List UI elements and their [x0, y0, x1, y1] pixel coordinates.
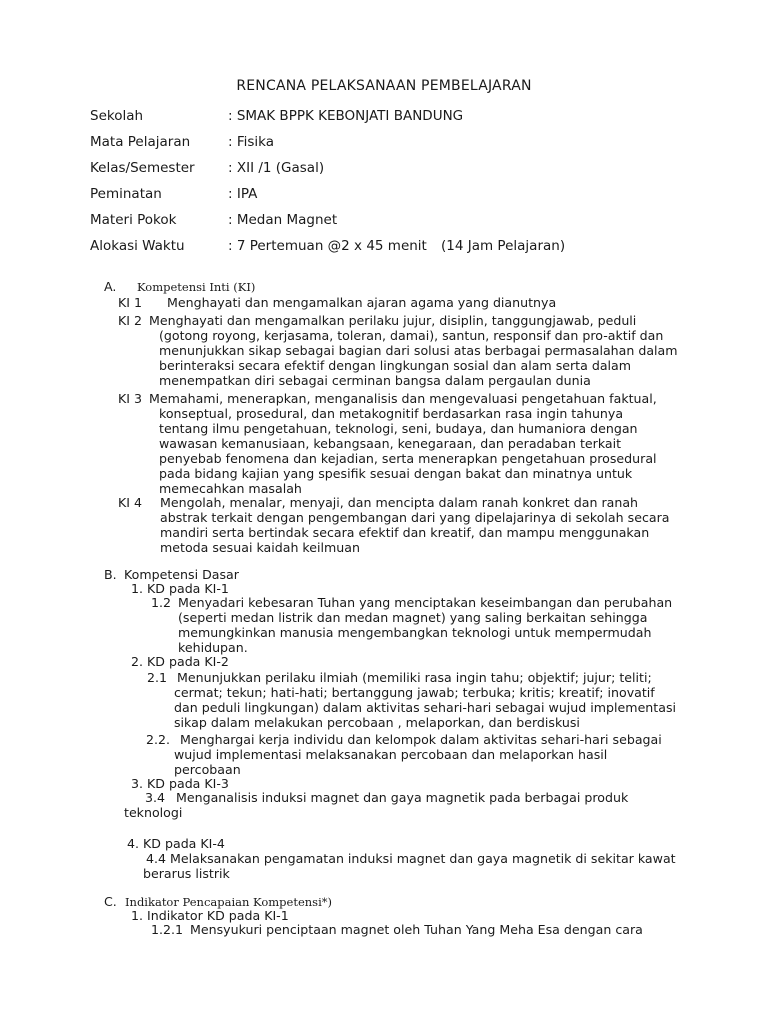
ki3-line: pada bidang kajian yang spesifik sesuai dengan bakat dan minatnya untuk	[159, 466, 633, 481]
kd3-line: teknologi	[124, 805, 183, 820]
ki4-line: mandiri serta bertindak secara efektif dan kreatif, dan mampu menggunakan	[160, 525, 650, 540]
ki3-line: memecahkan masalah	[159, 481, 302, 496]
info-value-materi-pokok: : Medan Magnet	[228, 212, 338, 228]
kd4-code: 4.4	[146, 851, 167, 866]
ki2-line: menunjukkan sikap sebagai bagian dari solusi atas berbagai permasalahan dalam	[159, 343, 678, 358]
ki1-line: Menghayati dan mengamalkan ajaran agama yang dianutnya	[167, 295, 557, 310]
ki1-code: KI 1	[118, 295, 142, 310]
info-label-sekolah: Sekolah	[90, 108, 144, 124]
kd4-line: Melaksanakan pengamatan induksi magnet dan gaya magnetik di sekitar kawat	[170, 851, 676, 866]
kd2-2-line: wujud implementasi melaksanakan percobaan dan melaporkan hasil	[174, 747, 608, 762]
ki3-line: Memahami, menerapkan, menganalisis dan mengevaluasi pengetahuan faktual,	[149, 391, 657, 406]
kd1-line: Menyadari kebesaran Tuhan yang menciptakan keseimbangan dan perubahan	[178, 595, 673, 610]
section-c-marker: C.	[104, 894, 117, 909]
section-a-marker: A.	[104, 279, 117, 294]
kd2-1-line: cermat; tekun; hati-hati; bertanggung jawab; terbuka; kritis; kreatif; inovatif	[174, 685, 655, 700]
kd1-title: 1. KD pada KI-1	[131, 581, 229, 596]
kd1-line: (seperti medan listrik dan medan magnet) yang saling berkaitan sehingga	[178, 610, 648, 625]
indicator-sub1-title: 1. Indikator KD pada KI-1	[131, 908, 289, 923]
kd3-title: 3. KD pada KI-3	[131, 776, 229, 791]
kd2-1-code: 2.1	[147, 670, 168, 685]
kd1-code: 1.2	[151, 595, 172, 610]
info-label-kelas-semester: Kelas/Semester	[90, 160, 195, 176]
indicator-item-code: 1.2.1	[151, 922, 184, 937]
kd4-line: berarus listrik	[143, 866, 230, 881]
section-a-heading: Kompetensi Inti (KI)	[137, 280, 256, 294]
ki4-line: metoda sesuai kaidah keilmuan	[160, 540, 360, 555]
info-value-alokasi-waktu: : 7 Pertemuan @2 x 45 menit	[228, 238, 427, 254]
info-label-materi-pokok: Materi Pokok	[90, 212, 177, 228]
kd4-title: 4. KD pada KI-4	[127, 836, 225, 851]
section-b-heading: Kompetensi Dasar	[124, 567, 239, 582]
kd2-1-line: dan peduli lingkungan) dalam aktivitas sehari-hari sebagai wujud implementasi	[174, 700, 677, 715]
ki4-line: Mengolah, menalar, menyaji, dan mencipta dalam ranah konkret dan ranah	[160, 495, 639, 510]
kd3-code: 3.4	[145, 790, 166, 805]
ki3-line: wawasan kemanusiaan, kebangsaan, kenegaraan, dan peradaban terkait	[159, 436, 622, 451]
kd2-1-line: sikap dalam melakukan percobaan , melaporkan, dan berdiskusi	[174, 715, 580, 730]
kd2-2-line: Menghargai kerja individu dan kelompok dalam aktivitas sehari-hari sebagai	[180, 732, 662, 747]
info-label-alokasi-waktu: Alokasi Waktu	[90, 238, 185, 254]
ki2-line: berinteraksi secara efektif dengan lingkungan sosial dan alam serta dalam	[159, 358, 632, 373]
ki2-line: menempatkan diri sebagai cerminan bangsa dalam pergaulan dunia	[159, 373, 591, 388]
section-c-heading: Indikator Pencapaian Kompetensi*)	[125, 895, 332, 909]
kd2-2-code: 2.2.	[146, 732, 171, 747]
ki2-code: KI 2	[118, 313, 142, 328]
info-value-mata-pelajaran: : Fisika	[228, 134, 275, 150]
kd1-line: memungkinkan manusia mengembangkan teknologi untuk mempermudah	[178, 625, 652, 640]
info-value-jam-pelajaran: (14 Jam Pelajaran)	[441, 238, 566, 254]
ki3-line: penyebab fenomena dan kejadian, serta menerapkan pengetahuan prosedural	[159, 451, 657, 466]
ki2-line: (gotong royong, kerjasama, toleran, damai), santun, responsif dan pro-aktif dan	[159, 328, 664, 343]
indicator-item-text: Mensyukuri penciptaan magnet oleh Tuhan Yang Meha Esa dengan cara	[190, 922, 643, 937]
info-label-peminatan: Peminatan	[90, 186, 162, 202]
section-b-marker: B.	[104, 567, 117, 582]
info-value-peminatan: : IPA	[228, 186, 258, 202]
info-value-kelas-semester: : XII /1 (Gasal)	[228, 160, 325, 176]
ki3-line: konseptual, prosedural, dan metakognitif berdasarkan rasa ingin tahunya	[159, 406, 624, 421]
ki2-line: Menghayati dan mengamalkan perilaku jujur, disiplin, tanggungjawab, peduli	[149, 313, 637, 328]
info-value-sekolah: : SMAK BPPK KEBONJATI BANDUNG	[228, 108, 464, 124]
document-title: RENCANA PELAKSANAAN PEMBELAJARAN	[236, 78, 532, 94]
ki3-line: tentang ilmu pengetahuan, teknologi, seni, budaya, dan humaniora dengan	[159, 421, 638, 436]
kd2-2-line: percobaan	[174, 762, 241, 777]
ki4-code: KI 4	[118, 495, 142, 510]
kd3-line: Menganalisis induksi magnet dan gaya magnetik pada berbagai produk	[176, 790, 629, 805]
kd2-1-line: Menunjukkan perilaku ilmiah (memiliki rasa ingin tahu; objektif; jujur; teliti;	[177, 670, 652, 685]
kd2-title: 2. KD pada KI-2	[131, 654, 229, 669]
ki3-code: KI 3	[118, 391, 142, 406]
kd1-line: kehidupan.	[178, 640, 248, 655]
ki4-line: abstrak terkait dengan pengembangan dari yang dipelajarinya di sekolah secara	[160, 510, 670, 525]
info-label-mata-pelajaran: Mata Pelajaran	[90, 134, 191, 150]
